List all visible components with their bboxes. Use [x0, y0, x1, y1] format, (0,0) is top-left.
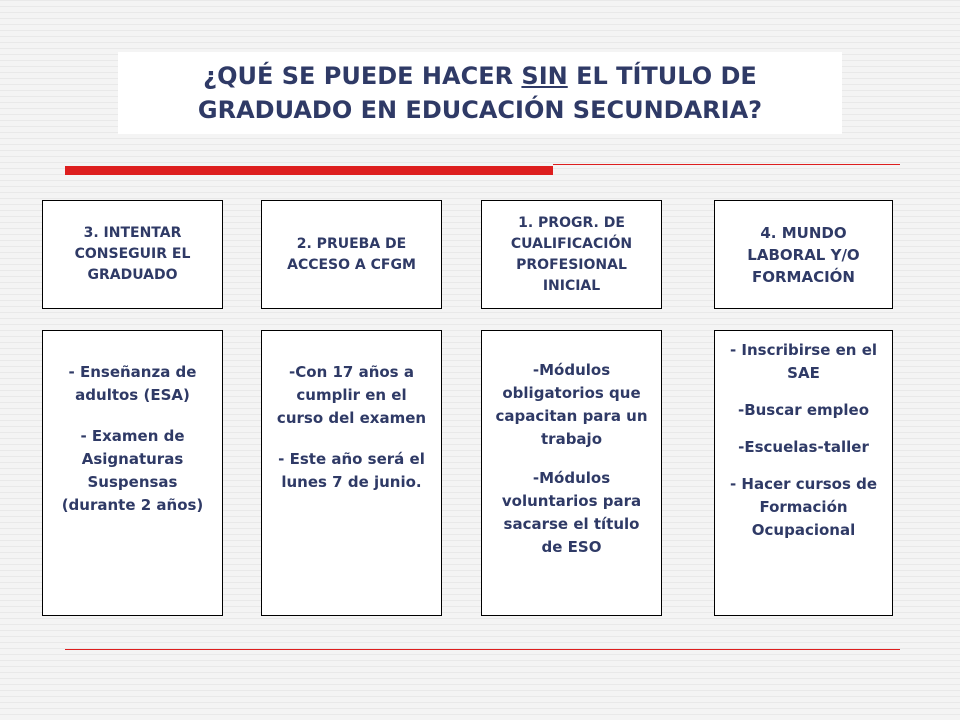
- item-text: - Este año será el lunes 7 de junio.: [278, 450, 425, 491]
- title-underlined-word: SIN: [521, 62, 568, 90]
- item-text: - Enseñanza de adultos (ESA): [68, 363, 197, 404]
- item-text: -Buscar empleo: [737, 401, 870, 419]
- heading-box-prueba-acceso: [261, 200, 442, 309]
- heading-text: 2. PRUEBA DE ACCESO A CFGM: [287, 235, 416, 273]
- item-text: -Escuelas-taller: [738, 438, 869, 456]
- content-box-prueba-acceso: [261, 330, 442, 616]
- content-box-pcpi: [481, 330, 662, 616]
- red-divider-top: [553, 164, 900, 165]
- heading-box-graduado: [42, 200, 223, 309]
- content-box-mundo-laboral: [714, 330, 893, 616]
- heading-text: 4. MUNDO LABORAL Y/O FORMACIÓN: [747, 223, 860, 286]
- content-box-graduado: [42, 330, 223, 616]
- item-text: -Módulos obligatorios que capacitan para un trabajo: [495, 361, 648, 448]
- page-title: [118, 52, 842, 134]
- title-part-2: EL TÍTULO DE: [567, 62, 757, 90]
- red-divider-bottom: [65, 649, 900, 650]
- item-text: -Con 17 años a cumplir en el curso del examen: [276, 363, 427, 427]
- item-text: - Hacer cursos de Formación Ocupacional: [729, 475, 878, 539]
- heading-box-mundo-laboral: [714, 200, 893, 309]
- title-line-1: [118, 59, 842, 93]
- item-text: -Módulos voluntarios para sacarse el título de ESO: [501, 469, 642, 556]
- item-text: - Examen de Asignaturas Suspensas (durante 2 años): [61, 427, 204, 514]
- heading-box-pcpi: [481, 200, 662, 309]
- item-text: - Inscribirse en el SAE: [729, 341, 878, 382]
- heading-text: 3. INTENTAR CONSEGUIR EL GRADUADO: [74, 225, 191, 283]
- red-accent-bar: [65, 166, 553, 175]
- title-part-1: ¿QUÉ SE PUEDE HACER: [203, 62, 522, 90]
- title-line-2: GRADUADO EN EDUCACIÓN SECUNDARIA?: [197, 96, 763, 124]
- heading-text: 1. PROGR. DE CUALIFICACIÓN PROFESIONAL INICIAL: [510, 214, 633, 294]
